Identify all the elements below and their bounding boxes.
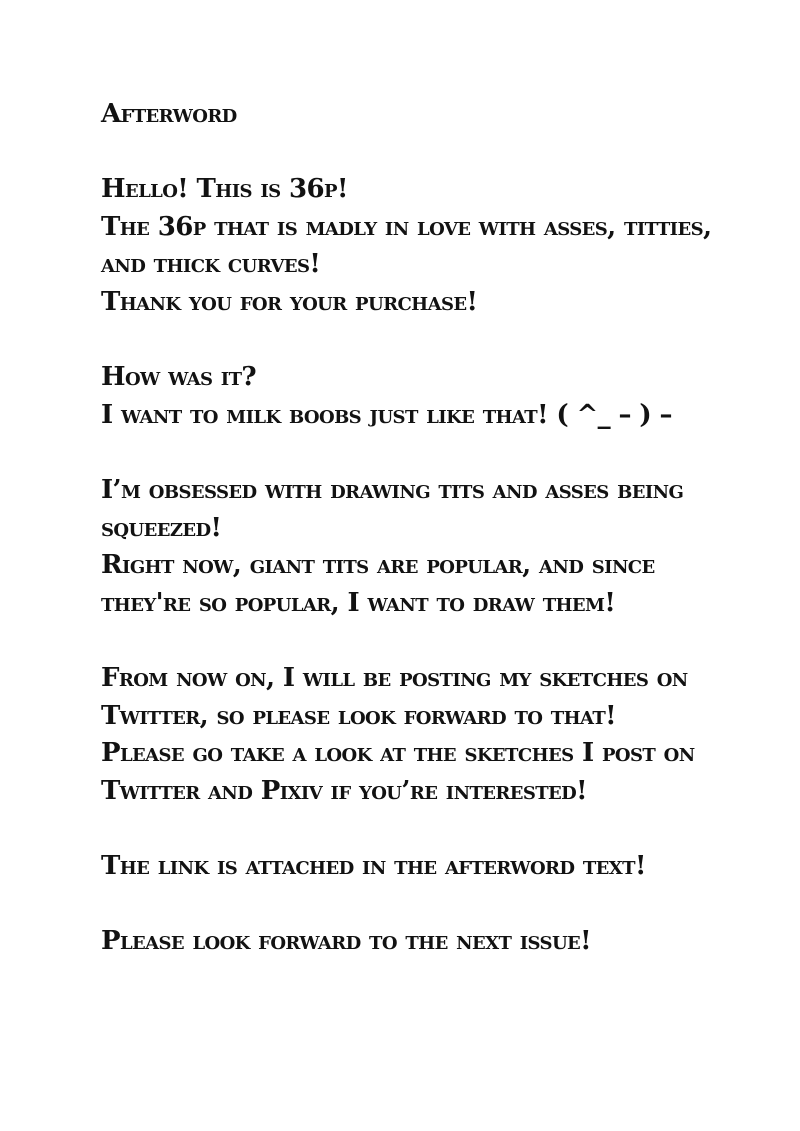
paragraph-closing (101, 923, 761, 961)
heading-line: Afterword (101, 99, 237, 129)
text-line: How was it? (101, 362, 257, 393)
text-line: Please go take a look at the sketches I post on (101, 738, 695, 769)
text-line: The link is attached in the afterword text! (101, 850, 646, 881)
text-line: Hello! This is 36p! (101, 174, 348, 205)
text-line: Please look forward to the next issue! (101, 926, 591, 957)
text-line: The 36p that is madly in love with asses, titties, (101, 211, 712, 242)
afterword-text (101, 96, 761, 998)
text-line: I want to milk boobs just like that! ( ^_ – ) – (101, 399, 672, 430)
paragraph-question (101, 359, 761, 434)
text-line: they're so popular, I want to draw them! (101, 587, 616, 618)
text-line: I’m obsessed with drawing tits and asses being (101, 474, 684, 505)
text-line: From now on, I will be posting my sketches on (101, 662, 688, 693)
text-line: and thick curves! (101, 249, 321, 280)
text-line: Right now, giant tits are popular, and since (101, 550, 655, 581)
text-line: Twitter and Pixiv if you’re interested! (101, 775, 587, 806)
afterword-heading (101, 96, 761, 134)
paragraph-link (101, 848, 761, 886)
text-line: Thank you for your purchase! (101, 286, 478, 317)
text-line: Twitter, so please look forward to that! (101, 700, 616, 731)
paragraph-obsession (101, 472, 761, 622)
paragraph-greeting (101, 171, 761, 321)
paragraph-sketches (101, 660, 761, 810)
text-line: squeezed! (101, 512, 222, 543)
